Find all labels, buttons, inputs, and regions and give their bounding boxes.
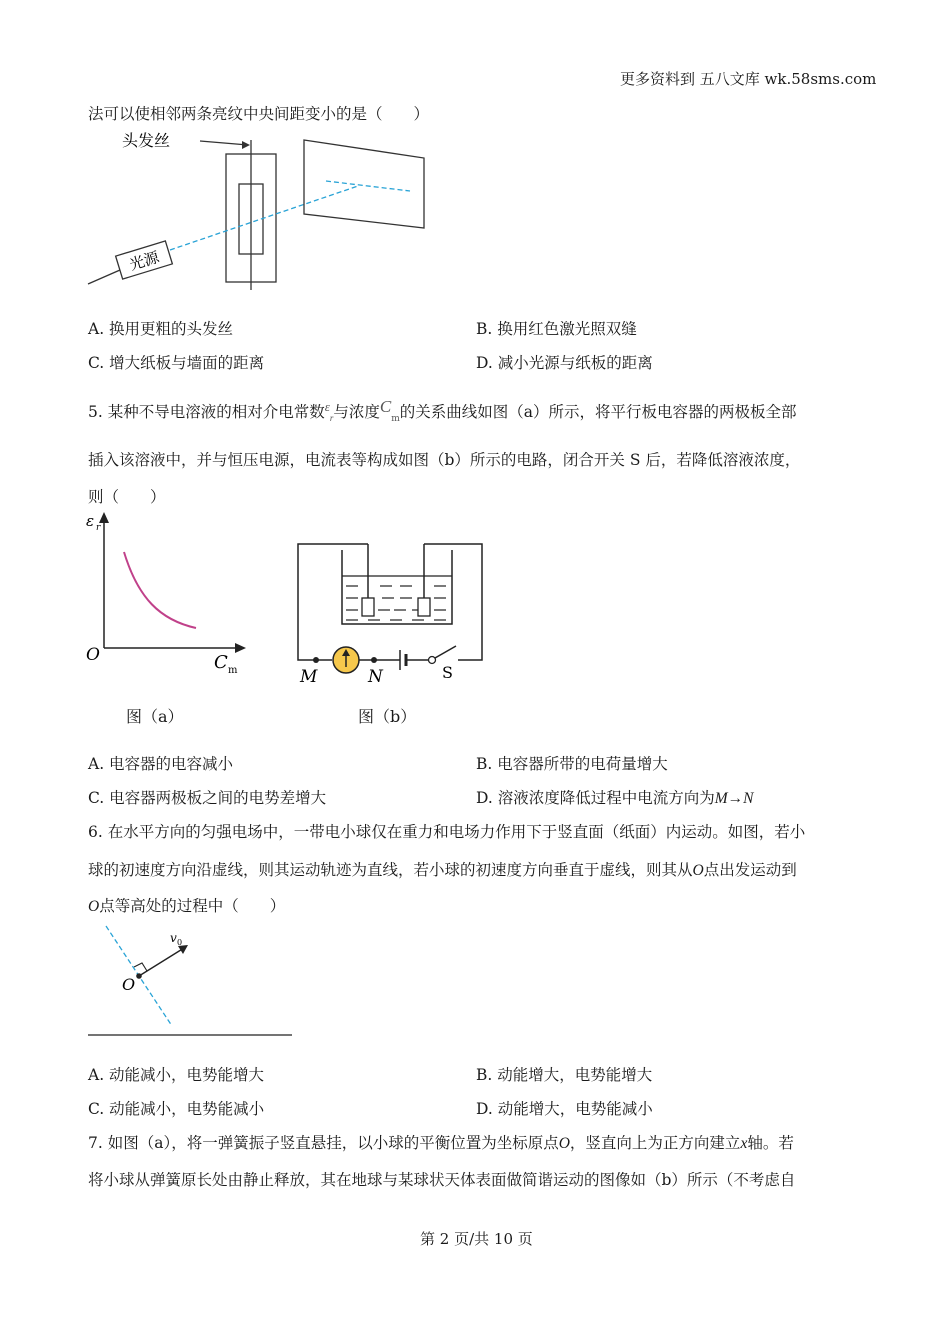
label-m: M [300,667,318,686]
q7-stem-line1: 7. 如图（a），将一弹簧振子竖直悬挂，以小球的平衡位置为坐标原点O，竖直向上为正方向建立x轴。若 [88,1134,794,1152]
node-n [371,657,377,663]
x-axis-sub: m [228,665,238,676]
q4-option-a: A. 换用更粗的头发丝 [88,320,234,338]
v0-sub: 0 [177,938,183,947]
q5-figure-b [290,536,490,686]
q5-option-d: D. 溶液浓度降低过程中电流方向为M→N [476,789,754,807]
q7-stem-line2: 将小球从弹簧原长处由静止释放，其在地球与某球状天体表面做简谐运动的图像如（b）所示（不考虑自 [88,1171,796,1189]
x-axis-arrow [235,643,246,653]
q5-stem-line2: 插入该溶液中，并与恒压电源，电流表等构成如图（b）所示的电路，闭合开关 S 后，若降低溶液浓度， [88,451,801,469]
light-source [116,241,173,279]
hair-label: 头发丝 [122,131,171,150]
ball-point [136,973,142,979]
x-axis-label: C [214,652,228,673]
q5-option-c: C. 电容器两极板之间的电势差增大 [88,789,327,807]
origin-o: O [122,975,136,994]
q4-figure [80,128,440,293]
v0-vector [139,948,184,976]
beaker [342,550,452,624]
hair-pointer-head [242,141,250,149]
q5-option-b: B. 电容器所带的电荷量增大 [476,755,668,773]
q4-option-b: B. 换用红色激光照双缝 [476,320,637,338]
eps-symbol: ε [324,399,330,414]
q5-stem-line3: 则（ ） [88,488,166,506]
q5-figure-a [80,508,260,688]
q5-option-a: A. 电容器的电容减小 [88,755,234,773]
eps-curve [124,552,196,628]
light-label: 光源 [127,247,162,274]
right-angle-mark [134,963,147,971]
right-plate [418,598,430,616]
y-axis-arrow [99,512,109,523]
light-beam [170,186,358,250]
q5-caption-a: 图（a） [126,707,184,726]
q4-option-c: C. 增大纸板与墙面的距离 [88,354,265,372]
source-cable [88,270,120,284]
q5-caption-b: 图（b） [358,707,417,726]
q6-option-a: A. 动能减小，电势能增大 [88,1066,265,1084]
q6-figure [84,922,304,1042]
q6-stem-line1: 6. 在水平方向的匀强电场中，一带电小球仅在重力和电场力作用下于竖直面（纸面）内运动。如图，若小 [88,823,806,841]
q6-stem-line3: O点等高处的过程中（ ） [88,897,286,915]
q4-option-d: D. 减小光源与纸板的距离 [476,354,653,372]
q6-option-d: D. 动能增大，电势能减小 [476,1100,653,1118]
label-n: N [368,667,383,686]
screen [304,140,424,228]
left-plate [362,598,374,616]
node-m [313,657,319,663]
hair-pointer [200,141,248,145]
page-footer: 第 2 页/共 10 页 [420,1230,533,1248]
q6-option-c: C. 动能减小，电势能减小 [88,1100,265,1118]
y-axis-label: ε [86,512,95,530]
left-wire [298,544,368,660]
q6-stem-line2: 球的初速度方向沿虚线，则其运动轨迹为直线，若小球的初速度方向垂直于虚线，则其从O点出发运动到 [88,861,797,879]
c-symbol: C [379,397,392,416]
switch-blade [435,646,456,658]
switch-pivot [429,657,436,664]
y-axis-sub: r [96,523,101,533]
q4-stem: 法可以使相邻两条亮纹中央间距变小的是（ ） [88,105,430,123]
liquid-dashes [346,586,446,620]
q6-option-b: B. 动能增大，电势能增大 [476,1066,653,1084]
label-s: S [442,663,453,682]
fringe-line [326,181,410,191]
q5-stem-line1: 5. 某种不导电溶液的相对介电常数$^\varepsilon_r$与浓度$C_m$的关系曲线如图（a）所示，将平行板电容器的两极板全部 [88,397,797,425]
v0-label: v [170,931,177,945]
origin-label: O [86,645,100,665]
right-wire [424,544,482,660]
source-header: 更多资料到 五八文库 wk.58sms.com [620,70,877,88]
